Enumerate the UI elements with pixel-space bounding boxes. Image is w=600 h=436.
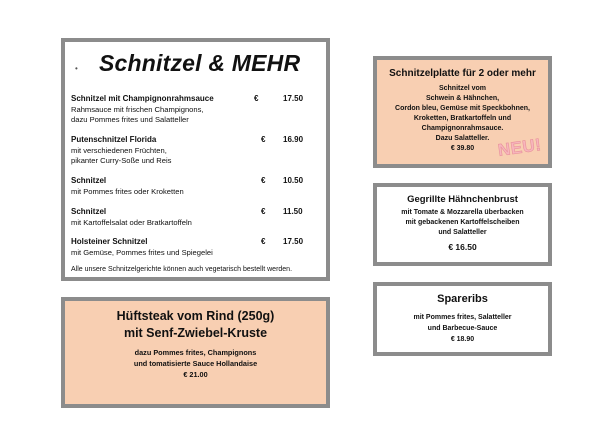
platter-line: Schwein & Hähnchen,: [425, 95, 500, 102]
chicken-line: mit Tomate & Mozzarella überbacken: [401, 209, 524, 216]
platter-title: Schnitzelplatte für 2 oder mehr: [389, 68, 536, 79]
menu-item-price: 17.50: [283, 94, 304, 103]
chicken-title: Gegrillte Hähnchenbrust: [407, 194, 518, 205]
menu-item-name: Schnitzel: [71, 207, 107, 216]
steak-panel: [61, 297, 330, 408]
steak-title-line: Hüftsteak vom Rind (250g): [116, 309, 275, 323]
menu-item: [71, 207, 321, 228]
spareribs-line: mit Pommes frites, Salatteller: [413, 314, 512, 321]
menu-item-name: Putenschnitzel Florida: [71, 135, 157, 144]
steak-price: € 21.00: [183, 370, 208, 379]
menu-item-name: Schnitzel: [71, 176, 107, 185]
currency-symbol: €: [261, 207, 266, 216]
menu-item-name: Holsteiner Schnitzel: [71, 237, 148, 246]
menu-item-desc: dazu Pommes frites und Salatteller: [71, 115, 189, 124]
spareribs-panel: [373, 282, 552, 356]
spareribs-title: Spareribs: [437, 293, 488, 305]
spareribs-line: und Barbecue-Sauce: [427, 325, 498, 332]
chicken-panel: [373, 183, 552, 266]
menu-item-name: Schnitzel mit Champignonrahmsauce: [71, 94, 214, 103]
bullet-dot: •: [75, 64, 78, 73]
currency-symbol: €: [254, 94, 259, 103]
currency-symbol: €: [261, 135, 266, 144]
steak-title-line: mit Senf-Zwiebel-Kruste: [123, 326, 268, 340]
menu-item-desc: pikanter Curry-Soße und Reis: [71, 156, 172, 165]
steak-title: [65, 308, 326, 342]
menu-item: [71, 94, 321, 126]
spareribs-price: € 18.90: [450, 336, 475, 343]
vegetarian-note: Alle unsere Schnitzelgerichte können auch vegetarisch bestellt werden.: [71, 266, 293, 273]
platter-line: Kroketten, Bratkartoffeln und: [413, 115, 512, 122]
steak-description: [65, 347, 326, 380]
menu-item-price: 17.50: [283, 237, 304, 246]
platter-line: Champignonrahmsauce.: [421, 125, 504, 132]
menu-item-desc: mit Kartoffelsalat oder Bratkartoffeln: [71, 217, 192, 227]
chicken-line: mit gebackenen Kartoffelscheiben: [405, 219, 520, 226]
steak-line: dazu Pommes frites, Champignons: [134, 348, 257, 357]
menu-item-desc: mit Pommes frites oder Kroketten: [71, 186, 184, 196]
platter-price: € 39.80: [450, 145, 475, 152]
schnitzel-menu-panel: [61, 38, 330, 281]
menu-item-price: 10.50: [283, 176, 304, 185]
menu-item: [71, 237, 321, 258]
spareribs-description: [377, 312, 548, 345]
steak-line: und tomatisierte Sauce Hollandaise: [133, 359, 258, 368]
chicken-price: € 16.50: [448, 242, 477, 252]
menu-item-desc: mit Gemüse, Pommes frites und Spiegelei: [71, 247, 213, 257]
menu-item-price: 16.90: [283, 135, 304, 144]
currency-symbol: €: [261, 237, 266, 246]
platter-line: Dazu Salatteller.: [435, 135, 490, 142]
menu-item-price: 11.50: [283, 207, 303, 216]
currency-symbol: €: [261, 176, 266, 185]
menu-item: [71, 176, 321, 197]
platter-panel: [373, 56, 552, 168]
platter-line: Schnitzel vom: [438, 85, 487, 92]
schnitzel-title: Schnitzel & MEHR: [99, 50, 301, 76]
menu-item-desc: Rahmsauce mit frischen Champignons,: [71, 104, 204, 114]
platter-line: Cordon bleu, Gemüse mit Speckbohnen,: [395, 105, 530, 112]
new-badge: NEU!: [497, 135, 544, 160]
menu-item-desc: mit verschiedenen Früchten,: [71, 145, 167, 155]
chicken-line: und Salatteller: [438, 229, 487, 236]
menu-item: [71, 135, 321, 167]
chicken-description: [377, 208, 548, 238]
